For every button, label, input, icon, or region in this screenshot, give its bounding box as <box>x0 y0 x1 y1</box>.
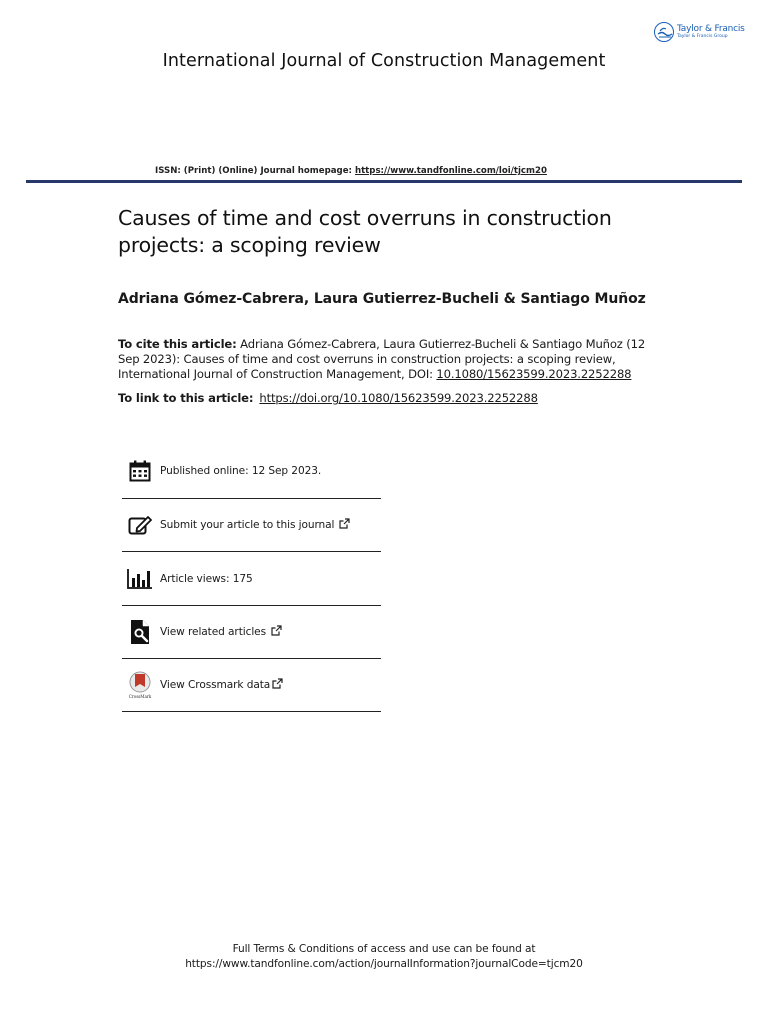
article-title: Causes of time and cost overruns in construction projects: a scoping review <box>118 206 612 257</box>
submit-article-text[interactable]: Submit your article to this journal <box>160 519 335 531</box>
footer-line-1: Full Terms & Conditions of access and use can be found at <box>232 943 536 955</box>
crossmark-icon <box>127 672 153 698</box>
journal-info-line <box>155 166 547 176</box>
article-link-block <box>118 391 538 405</box>
article-views-text: Article views: 175 <box>160 572 253 585</box>
document-search-icon <box>127 619 153 645</box>
crossmark-text[interactable]: View Crossmark data <box>160 679 271 691</box>
published-online-item <box>122 444 381 499</box>
published-online-text: Published online: 12 Sep 2023. <box>160 465 322 477</box>
related-articles-item[interactable] <box>122 606 381 659</box>
header-divider <box>26 180 742 183</box>
publisher-emblem-icon <box>654 22 674 42</box>
submit-article-item[interactable] <box>122 499 381 552</box>
footer-terms <box>0 942 768 972</box>
article-authors: Adriana Gómez-Cabrera, Laura Gutierrez-Bucheli & Santiago Muñoz <box>118 291 646 307</box>
edit-icon <box>127 512 153 538</box>
article-info-list <box>122 444 381 712</box>
crossmark-item[interactable] <box>122 659 381 712</box>
external-link-icon <box>339 518 350 532</box>
calendar-icon <box>127 458 153 484</box>
crossmark-caption: CrossMark <box>128 694 152 699</box>
citation-block <box>118 337 648 382</box>
citation-text: Adriana Gómez-Cabrera, Laura Gutierrez-Bucheli & Santiago Muñoz (12 Sep 2023): Causes of time and cost overruns in construction projects: a scoping review, International Journal of Construction Management, DOI: <box>118 337 646 381</box>
journal-homepage-link[interactable]: https://www.tandfonline.com/loi/tjcm20 <box>354 166 547 176</box>
article-doi-url[interactable]: https://doi.org/10.1080/15623599.2023.2252288 <box>259 391 538 405</box>
publisher-logo <box>654 22 745 42</box>
external-link-icon <box>272 678 283 692</box>
bar-chart-icon <box>127 566 153 592</box>
journal-title: International Journal of Construction Management <box>162 51 606 71</box>
citation-doi-link[interactable]: 10.1080/15623599.2023.2252288 <box>436 367 632 381</box>
publisher-group: Taylor & Francis Group <box>677 33 728 39</box>
external-link-icon <box>271 625 282 639</box>
issn-text: ISSN: (Print) (Online) Journal homepage: <box>155 166 355 176</box>
footer-terms-link[interactable]: https://www.tandfonline.com/action/journalInformation?journalCode=tjcm20 <box>185 958 583 970</box>
related-articles-text[interactable]: View related articles <box>160 626 266 638</box>
publisher-name: Taylor & Francis <box>677 23 745 34</box>
article-views-item <box>122 552 381 606</box>
citation-label: To cite this article: <box>118 337 237 351</box>
article-link-label: To link to this article: <box>118 391 254 405</box>
